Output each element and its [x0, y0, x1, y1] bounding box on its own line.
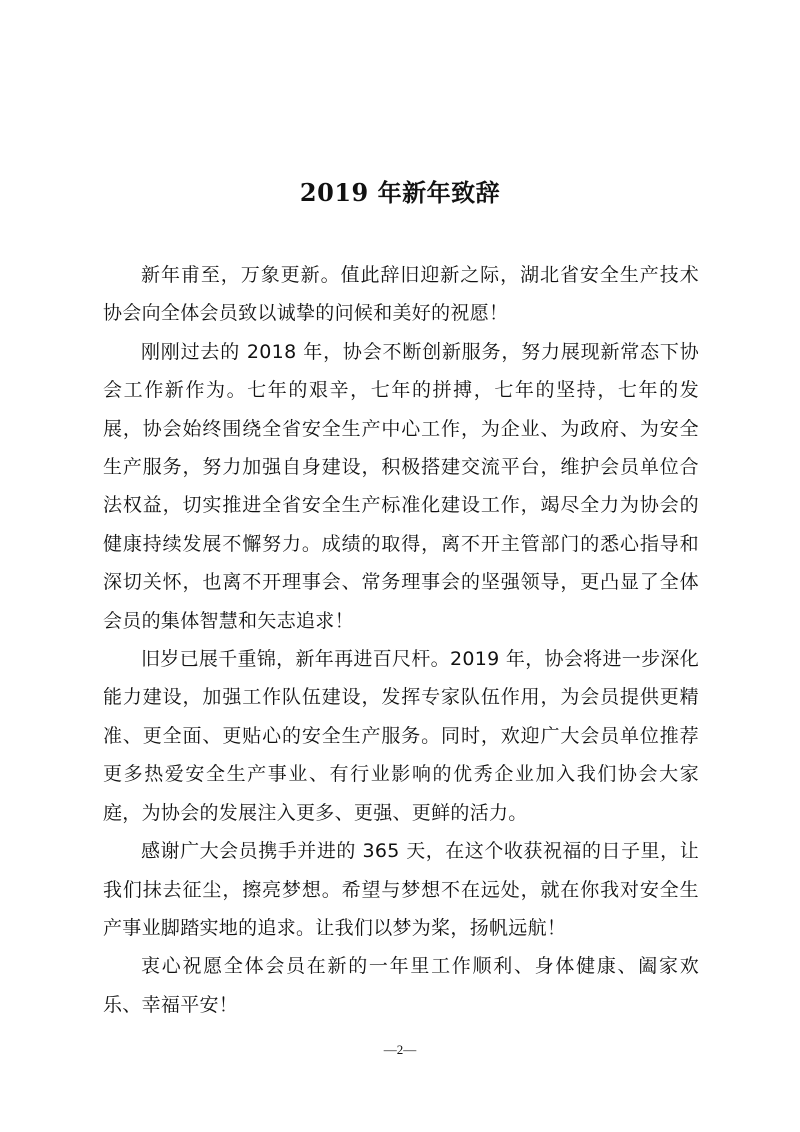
document-body: [103, 256, 699, 1024]
document-title: 2019 年新年致辞: [299, 178, 501, 207]
paragraph-thanks: 感谢广大会员携手并进的 365 天，在这个收获祝福的日子里，让我们抹去征尘，擦亮梦想。希望与梦想不在远处，就在你我对安全生产事业脚踏实地的追求。让我们以梦为桨，扬帆远航！: [103, 840, 699, 939]
paragraph-wishes: 衷心祝愿全体会员在新的一年里工作顺利、身体健康、阖家欢乐、幸福平安！: [103, 955, 699, 1016]
paragraph-greeting: 新年甫至，万象更新。值此辞旧迎新之际，湖北省安全生产技术协会向全体会员致以诚挚的问候和美好的祝愿！: [103, 264, 699, 325]
paragraph-review: 刚刚过去的 2018 年，协会不断创新服务，努力展现新常态下协会工作新作为。七年的艰辛，七年的拼搏，七年的坚持，七年的发展，协会始终围绕全省安全生产中心工作，为企业、为政府、为安全生产服务，努力加强自身建设，积极搭建交流平台，维护会员单位合法权益，切实推进全省安全生产标准化建设工作，竭尽全力为协会的健康持续发展不懈努力。成绩的取得，离不开主管部门的悉心指导和深切关怀，也离不开理事会、常务理事会的坚强领导，更凸显了全体会员的集体智慧和矢志追求！: [103, 340, 699, 632]
page-number: —2—: [383, 1042, 417, 1057]
paragraph-outlook: 旧岁已展千重锦，新年再进百尺杆。2019 年，协会将进一步深化能力建设，加强工作队伍建设，发挥专家队伍作用，为会员提供更精准、更全面、更贴心的安全生产服务。同时，欢迎广大会员单位推荐更多热爱安全生产事业、有行业影响的优秀企业加入我们协会大家庭，为协会的发展注入更多、更强、更鲜的活力。: [103, 648, 699, 824]
